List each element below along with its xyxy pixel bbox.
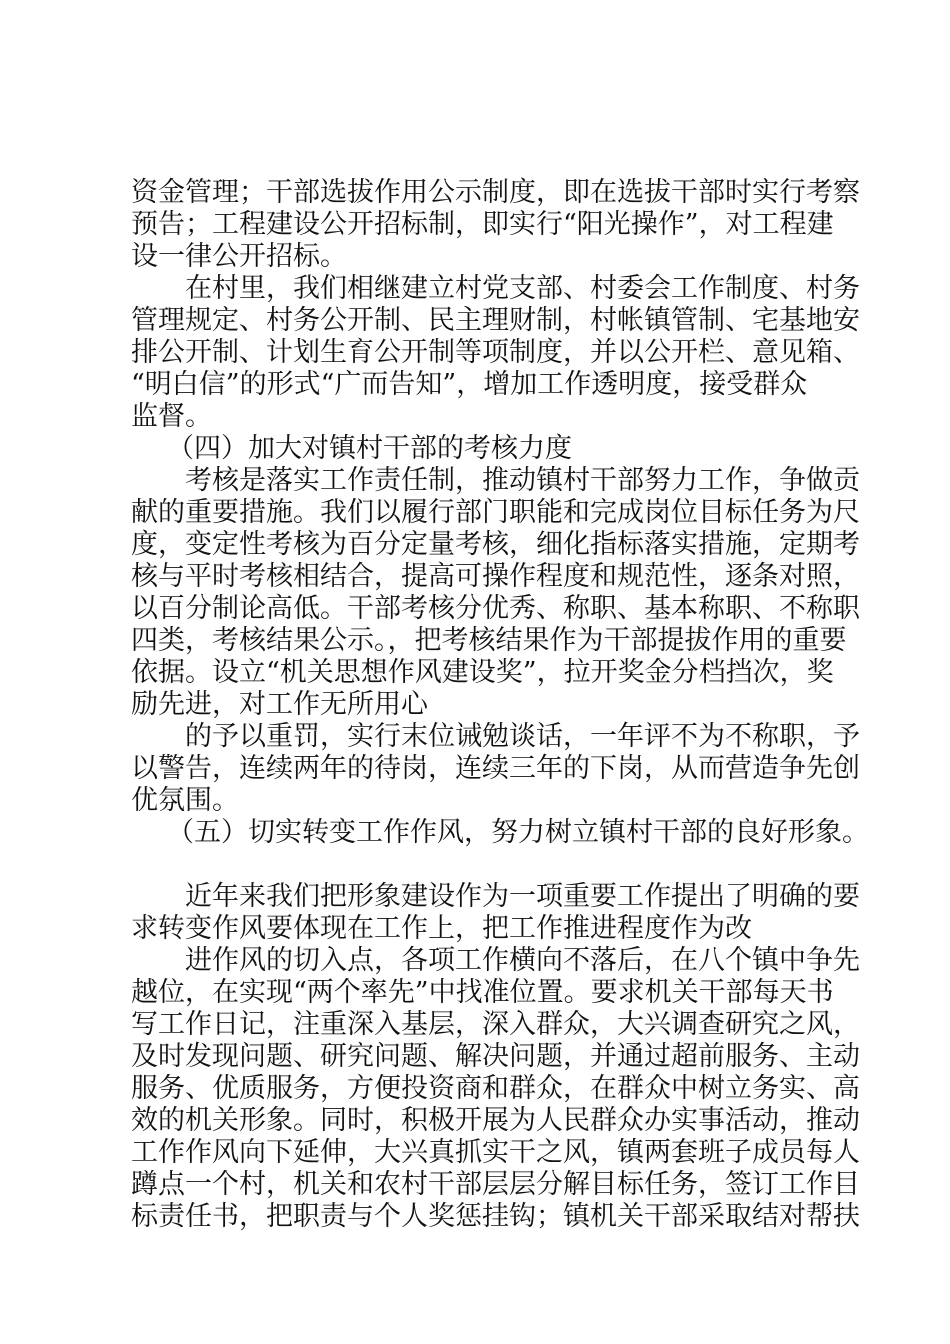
body-line: 近年来我们把形象建设作为一项重要工作提出了明确的要 xyxy=(185,881,860,912)
section-heading: （四）加大对镇村干部的考核力度 xyxy=(167,433,572,464)
body-line: 求转变作风要体现在工作上，把工作推进程度作为改 xyxy=(131,913,752,944)
body-line: 献的重要措施。我们以履行部门职能和完成岗位目标任务为尺 xyxy=(131,497,860,528)
body-line: 四类，考核结果公示。，把考核结果作为干部提拔作用的重要 xyxy=(131,625,847,656)
body-line: 效的机关形象。同时，积极开展为人民群众办实事活动，推动 xyxy=(131,1105,860,1136)
body-line: 管理规定、村务公开制、民主理财制，村帐镇管制、宅基地安 xyxy=(131,305,860,336)
section-heading: （五）切实转变工作作风，努力树立镇村干部的良好形象。 xyxy=(167,817,869,848)
body-line: 服务、优质服务，方便投资商和群众，在群众中树立务实、高 xyxy=(131,1073,860,1104)
body-line: 监督。 xyxy=(131,401,212,432)
body-line: 预告；工程建设公开招标制，即实行“阳光操作”，对工程建 xyxy=(131,209,834,240)
body-line: 写工作日记，注重深入基层，深入群众，大兴调查研究之风， xyxy=(131,1009,860,1040)
body-line: 蹲点一个村，机关和农村干部层层分解目标任务，签订工作目 xyxy=(131,1169,860,1200)
body-line: 在村里，我们相继建立村党支部、村委会工作制度、村务 xyxy=(185,273,860,304)
body-line: 度，变定性考核为百分定量考核，细化指标落实措施，定期考 xyxy=(131,529,860,560)
body-line: 工作作风向下延伸，大兴真抓实干之风，镇两套班子成员每人 xyxy=(131,1137,860,1168)
body-line: 考核是落实工作责任制，推动镇村干部努力工作，争做贡 xyxy=(185,465,860,496)
body-line: 的予以重罚，实行末位诫勉谈话，一年评不为不称职，予 xyxy=(185,721,860,752)
body-line: 标责任书，把职责与个人奖惩挂钩；镇机关干部采取结对帮扶 xyxy=(131,1201,860,1232)
body-line: 励先进，对工作无所用心 xyxy=(131,689,428,720)
body-line: 以百分制论高低。干部考核分优秀、称职、基本称职、不称职 xyxy=(131,593,860,624)
body-line: “明白信”的形式“广而告知”，增加工作透明度，接受群众 xyxy=(131,369,808,400)
body-line: 依据。设立“机关思想作风建设奖”，拉开奖金分档挡次，奖 xyxy=(131,657,834,688)
body-line: 优氛围。 xyxy=(131,785,239,816)
body-line: 越位，在实现“两个率先”中找准位置。要求机关干部每天书 xyxy=(131,977,834,1008)
body-line: 以警告，连续两年的待岗，连续三年的下岗，从而营造争先创 xyxy=(131,753,860,784)
body-line: 排公开制、计划生育公开制等项制度，并以公开栏、意见箱、 xyxy=(131,337,860,368)
body-line: 核与平时考核相结合，提高可操作程度和规范性，逐条对照， xyxy=(131,561,860,592)
body-line: 及时发现问题、研究问题、解决问题，并通过超前服务、主动 xyxy=(131,1041,860,1072)
body-line: 资金管理；干部选拔作用公示制度，即在选拔干部时实行考察 xyxy=(131,177,860,208)
body-line: 设一律公开招标。 xyxy=(131,241,347,272)
body-line: 进作风的切入点，各项工作横向不落后，在八个镇中争先 xyxy=(185,945,860,976)
